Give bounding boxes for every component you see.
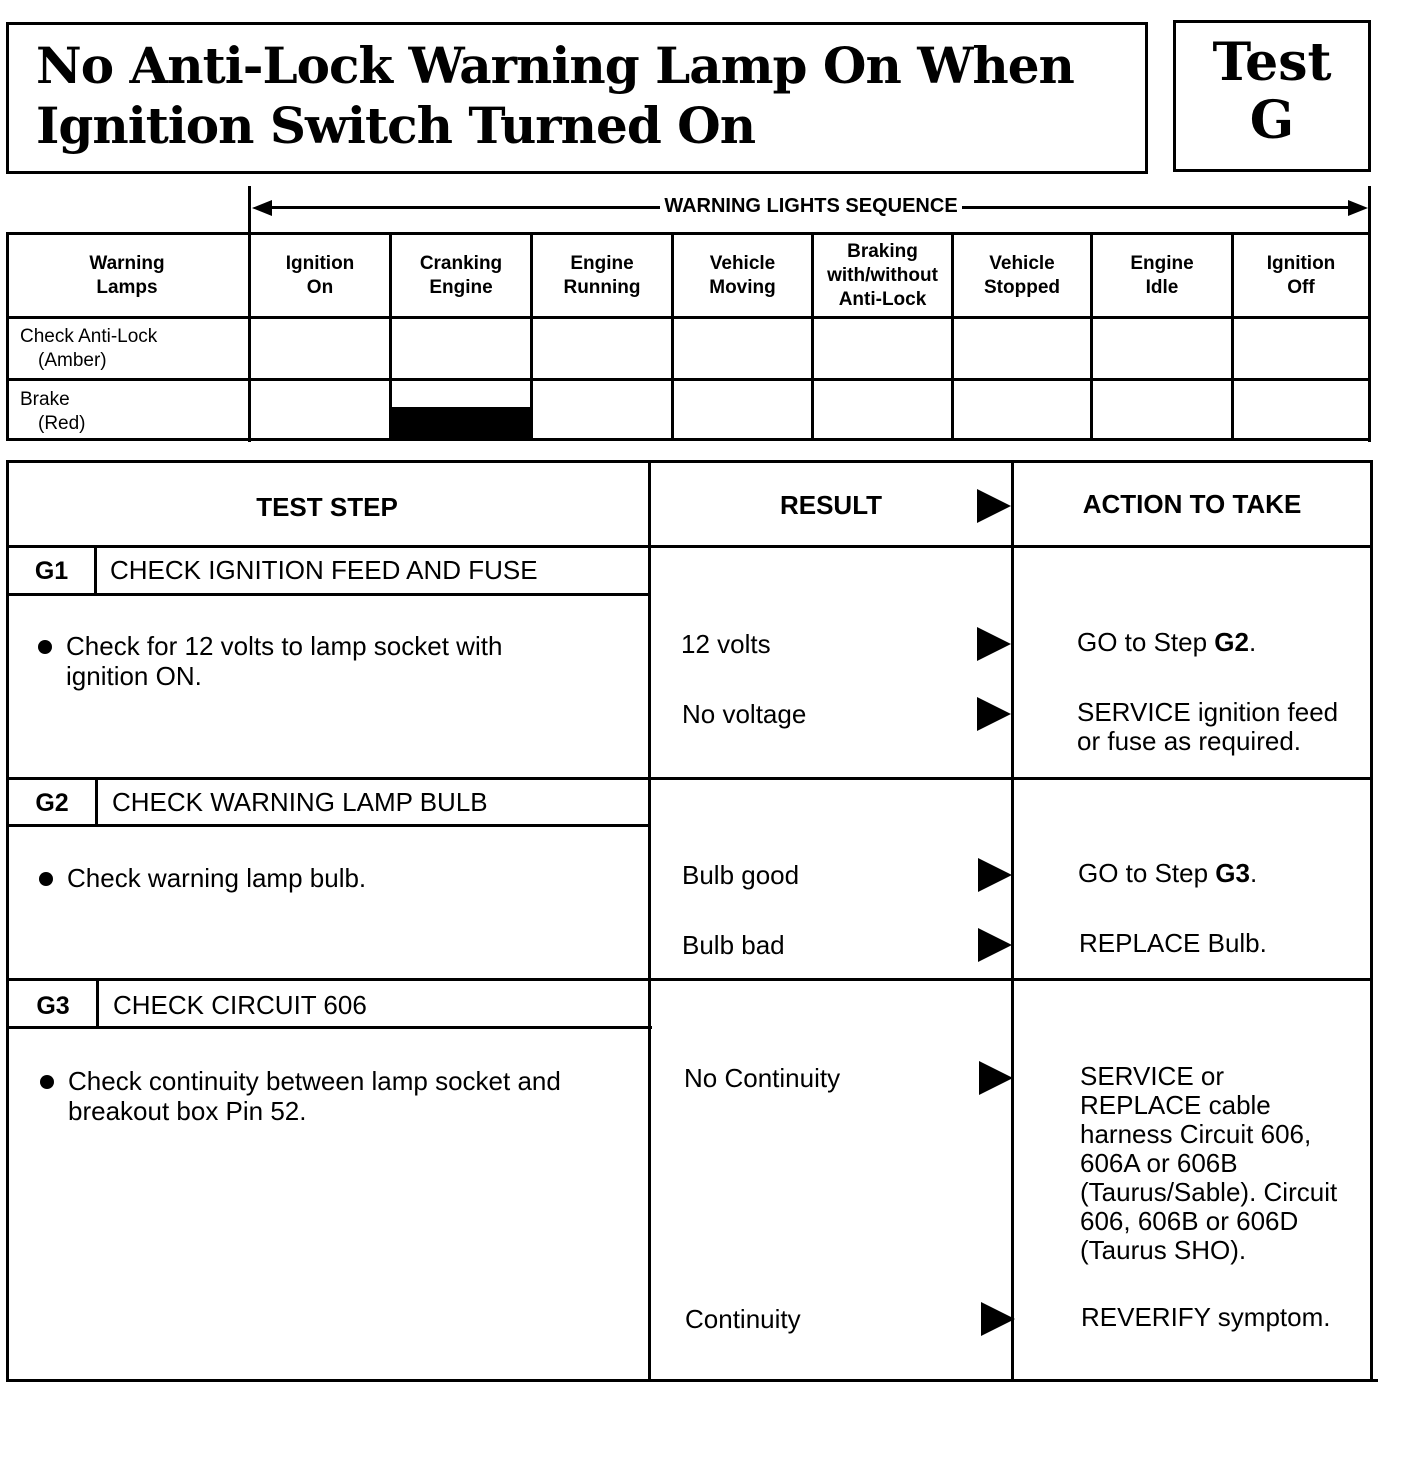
action-line: SERVICE ignition feed	[1077, 697, 1339, 727]
col-header-line: with/without	[827, 264, 938, 286]
section-divider	[6, 978, 1372, 981]
action-line: 606, 606B or 606D	[1080, 1206, 1299, 1236]
step-instruction-g1	[38, 631, 638, 691]
action-line: 606A or 606B	[1080, 1148, 1238, 1178]
arrow-right-icon	[1348, 200, 1368, 216]
action-line: (Taurus SHO).	[1080, 1235, 1247, 1265]
main-table-right-border	[1370, 460, 1373, 1382]
col-header-line: Vehicle	[709, 252, 776, 274]
header-action: ACTION TO TAKE	[1082, 489, 1302, 519]
action-text: GO to Step	[1078, 858, 1216, 888]
col-header-line: Braking	[847, 240, 918, 262]
action-reverify: REVERIFY symptom.	[1081, 1302, 1331, 1332]
action-service-cable	[1080, 1062, 1368, 1265]
step-code-divider	[94, 545, 97, 595]
instruction-line: ignition ON.	[66, 661, 202, 691]
result-no-continuity: No Continuity	[684, 1063, 841, 1093]
step-instruction-g3	[40, 1066, 646, 1126]
bullet-icon	[38, 640, 52, 654]
lights-table-row-border	[6, 378, 1371, 381]
result-bulb-good: Bulb good	[682, 860, 800, 890]
step-title-border	[9, 824, 651, 827]
col-braking	[814, 235, 951, 316]
step-title-border	[9, 1026, 652, 1029]
result-bulb-bad: Bulb bad	[682, 930, 785, 960]
col-engine-idle	[1093, 235, 1231, 316]
bullet-icon	[39, 872, 53, 886]
arrow-left-icon	[252, 200, 272, 216]
action-line: or fuse as required.	[1077, 726, 1302, 756]
test-badge-word: Test	[1212, 32, 1332, 93]
brake-lamp-on-bar	[391, 407, 532, 440]
action-replace-bulb: REPLACE Bulb.	[1079, 928, 1267, 958]
instruction-line: Check for 12 volts to lamp socket with	[66, 631, 503, 661]
bullet-icon	[40, 1075, 54, 1089]
instruction-line: Check continuity between lamp socket and	[68, 1066, 561, 1096]
result-arrow-icon	[977, 489, 1011, 523]
col-header-line: Running	[563, 276, 641, 298]
row-label-line: Check Anti-Lock	[20, 326, 158, 347]
action-line: harness Circuit 606,	[1080, 1119, 1312, 1149]
step-instruction-g2	[39, 863, 639, 893]
action-go-g2	[1077, 628, 1367, 657]
main-table-bottom-border	[9, 1379, 1378, 1382]
step-title-g1: CHECK IGNITION FEED AND FUSE	[110, 555, 538, 585]
action-line: REPLACE cable	[1080, 1090, 1271, 1120]
lamps-header	[6, 235, 248, 316]
action-service-feed	[1077, 698, 1367, 756]
col-header-line: On	[306, 276, 334, 298]
header-test-step: TEST STEP	[256, 492, 398, 522]
row-label-line: (Amber)	[38, 350, 107, 371]
action-line: (Taurus/Sable). Circuit	[1080, 1177, 1338, 1207]
col-header-line: Engine	[1130, 252, 1194, 274]
action-text: .	[1248, 627, 1257, 657]
col-ignition-off	[1234, 235, 1368, 316]
step-title-g3: CHECK CIRCUIT 606	[113, 990, 367, 1020]
action-text: .	[1249, 858, 1258, 888]
col-vehicle-moving	[674, 235, 811, 316]
result-arrow-icon	[977, 627, 1011, 661]
main-table-top-border	[6, 460, 1372, 463]
col-header-line: Engine	[429, 276, 493, 298]
header-result: RESULT	[779, 490, 883, 520]
result-arrow-icon	[981, 1302, 1015, 1336]
step-code-divider	[95, 777, 98, 826]
step-code-g3: G3	[36, 992, 70, 1020]
result-arrow-icon	[978, 858, 1012, 892]
result-12-volts: 12 volts	[681, 629, 771, 659]
section-divider	[6, 777, 1372, 780]
lights-table-header-border	[6, 316, 1371, 319]
action-step-ref: G2	[1214, 627, 1249, 657]
result-arrow-icon	[977, 697, 1011, 731]
lamps-header-line: Warning	[89, 252, 165, 274]
col-header-line: Engine	[570, 252, 634, 274]
action-step-ref: G3	[1215, 858, 1250, 888]
col-header-line: Idle	[1145, 276, 1179, 298]
result-arrow-icon	[979, 1061, 1013, 1095]
col-engine-running	[533, 235, 671, 316]
sequence-label: WARNING LIGHTS SEQUENCE	[660, 195, 962, 218]
lights-table-bottom-border	[6, 438, 1371, 441]
col-cranking-engine	[392, 235, 530, 316]
row-label-line: (Red)	[38, 413, 86, 434]
step-title-g2: CHECK WARNING LAMP BULB	[112, 787, 488, 817]
col-header-line: Cranking	[419, 252, 503, 274]
main-col-divider	[1011, 460, 1014, 1382]
instruction-line: Check warning lamp bulb.	[67, 863, 367, 893]
action-go-g3	[1078, 859, 1368, 888]
col-header-line: Vehicle	[989, 252, 1055, 274]
result-arrow-icon	[978, 928, 1012, 962]
result-no-voltage: No voltage	[682, 699, 807, 729]
step-code-g2: G2	[35, 789, 69, 817]
action-line: SERVICE or	[1080, 1061, 1225, 1091]
sequence-right-bracket	[1368, 186, 1371, 442]
row-check-anti-lock	[20, 325, 246, 373]
main-col-divider	[648, 460, 651, 1382]
col-header-line: Ignition	[285, 252, 355, 274]
test-badge-letter: G	[1249, 90, 1295, 151]
step-code-divider	[96, 978, 99, 1028]
main-header-border	[6, 545, 1372, 548]
col-header-line: Off	[1287, 276, 1315, 298]
page-title	[36, 36, 1136, 156]
col-header-line: Moving	[709, 276, 776, 298]
instruction-line: breakout box Pin 52.	[68, 1096, 307, 1126]
col-ignition-on	[251, 235, 389, 316]
action-text: GO to Step	[1077, 627, 1215, 657]
step-code-g1: G1	[34, 557, 69, 585]
title-line-1: No Anti-Lock Warning Lamp On When	[36, 36, 1074, 95]
step-title-border	[6, 593, 651, 596]
col-vehicle-stopped	[954, 235, 1090, 316]
col-header-line: Ignition	[1266, 252, 1336, 274]
result-continuity: Continuity	[685, 1304, 801, 1334]
col-header-line: Stopped	[984, 276, 1060, 298]
col-header-line: Anti-Lock	[838, 288, 927, 310]
test-badge	[1173, 34, 1371, 150]
row-label-line: Brake	[20, 389, 70, 410]
lamps-header-line: Lamps	[96, 276, 158, 298]
title-line-2: Ignition Switch Turned On	[36, 96, 756, 155]
main-table-left-border	[6, 460, 9, 1382]
row-brake	[20, 388, 246, 436]
